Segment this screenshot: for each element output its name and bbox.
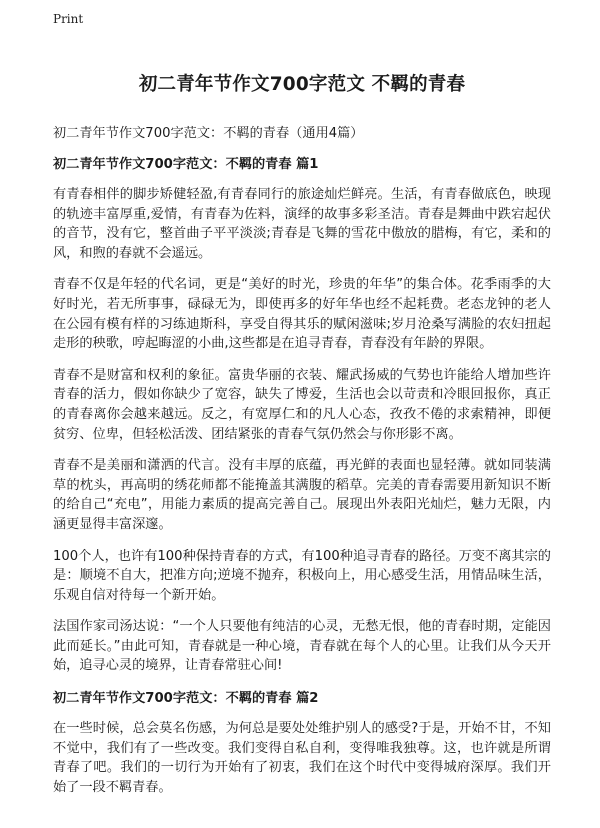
section-heading: 初二青年节作文700字范文：不羁的青春 篇1 xyxy=(53,157,319,172)
paragraph: 有青春相伴的脚步矫健轻盈,有青春同行的旅途灿烂鲜亮。生活，有青春做底色，映现的轨迹丰富厚重,爱情，有青春为佐料，演绎的故事多彩圣洁。青春是舞曲中跌宕起伏的音节，没有它，整首曲子平平淡淡;青春是飞舞的雪花中傲放的腊梅，有它，柔和的风，和煦的春就不会遥远。 xyxy=(53,187,551,261)
section-heading: 初二青年节作文700字范文：不羁的青春 篇2 xyxy=(53,691,319,707)
paragraph: 青春不是美丽和潇洒的代言。没有丰厚的底蕴，再光鲜的表面也显轻薄。就如同装满草的枕头，再高明的绣花师都不能掩盖其满腹的稻草。完美的青春需要用新知识不断的给自己“充电”，用能力素质的提高完善自己。展现出外表阳光灿烂，魅力无限，内涵更显得丰富深邃。 xyxy=(53,458,551,532)
section-2 xyxy=(53,689,551,797)
paragraph: 青春不仅是年轻的代名词，更是“美好的时光，珍贵的年华”的集合体。花季雨季的大好时光，若无所事事，碌碌无为，即使再多的好年华也经不起耗费。老态龙钟的老人在公园有模有样的习练迪斯科，享受自得其乐的赋闲滋味;岁月沧桑写满脸的农妇扭起走形的秧歌，哼起晦涩的小曲,这些都是在追寻青春，青春没有年龄的界限。 xyxy=(53,277,551,352)
document-subtitle: 初二青年节作文700字范文：不羁的青春（通用4篇） xyxy=(53,126,364,141)
document-page xyxy=(53,72,551,797)
print-link[interactable]: Print xyxy=(53,12,84,26)
paragraph: 青春不是财富和权利的象征。富贵华丽的衣装、耀武扬威的气势也许能给人增加些许青春的活力，假如你缺少了宽容，缺失了博爱，生活也会以苛责和冷眼回报你，真正的青春离你会越来越远。反之，有宽厚仁和的凡人心态，孜孜不倦的求索精神，即便贫穷、位卑，但轻松活泼、团结紧张的青春气氛仍然会与你形影不离。 xyxy=(53,367,551,442)
paragraph: 在一些时候，总会莫名伤感，为何总是要处处维护别人的感受?于是，开始不甘，不知不觉中，我们有了一些改变。我们变得自私自利，变得唯我独尊。这，也许就是所谓青春了吧。我们的一切行为开始有了初衷，我们在这个时代中变得城府深厚。我们开始了一段不羁青春。 xyxy=(53,721,551,795)
section-1 xyxy=(53,155,551,676)
paragraph: 100个人，也许有100种保持青春的方式，有100种追寻青春的路径。万变不离其宗的是：顺境不自大，把准方向;逆境不抛弃，积极向上，用心感受生活，用情品味生活，乐观自信对待每一个新开始。 xyxy=(53,548,551,603)
page-title: 初二青年节作文700字范文 不羁的青春 xyxy=(138,74,466,95)
paragraph: 法国作家司汤达说：“一个人只要他有纯洁的心灵，无愁无恨，他的青春时期，定能因此而延长。”由此可知，青春就是一种心境，青春就在每个人的心里。让我们从今天开始，追寻心灵的境界，让青春常驻心间! xyxy=(53,619,551,674)
